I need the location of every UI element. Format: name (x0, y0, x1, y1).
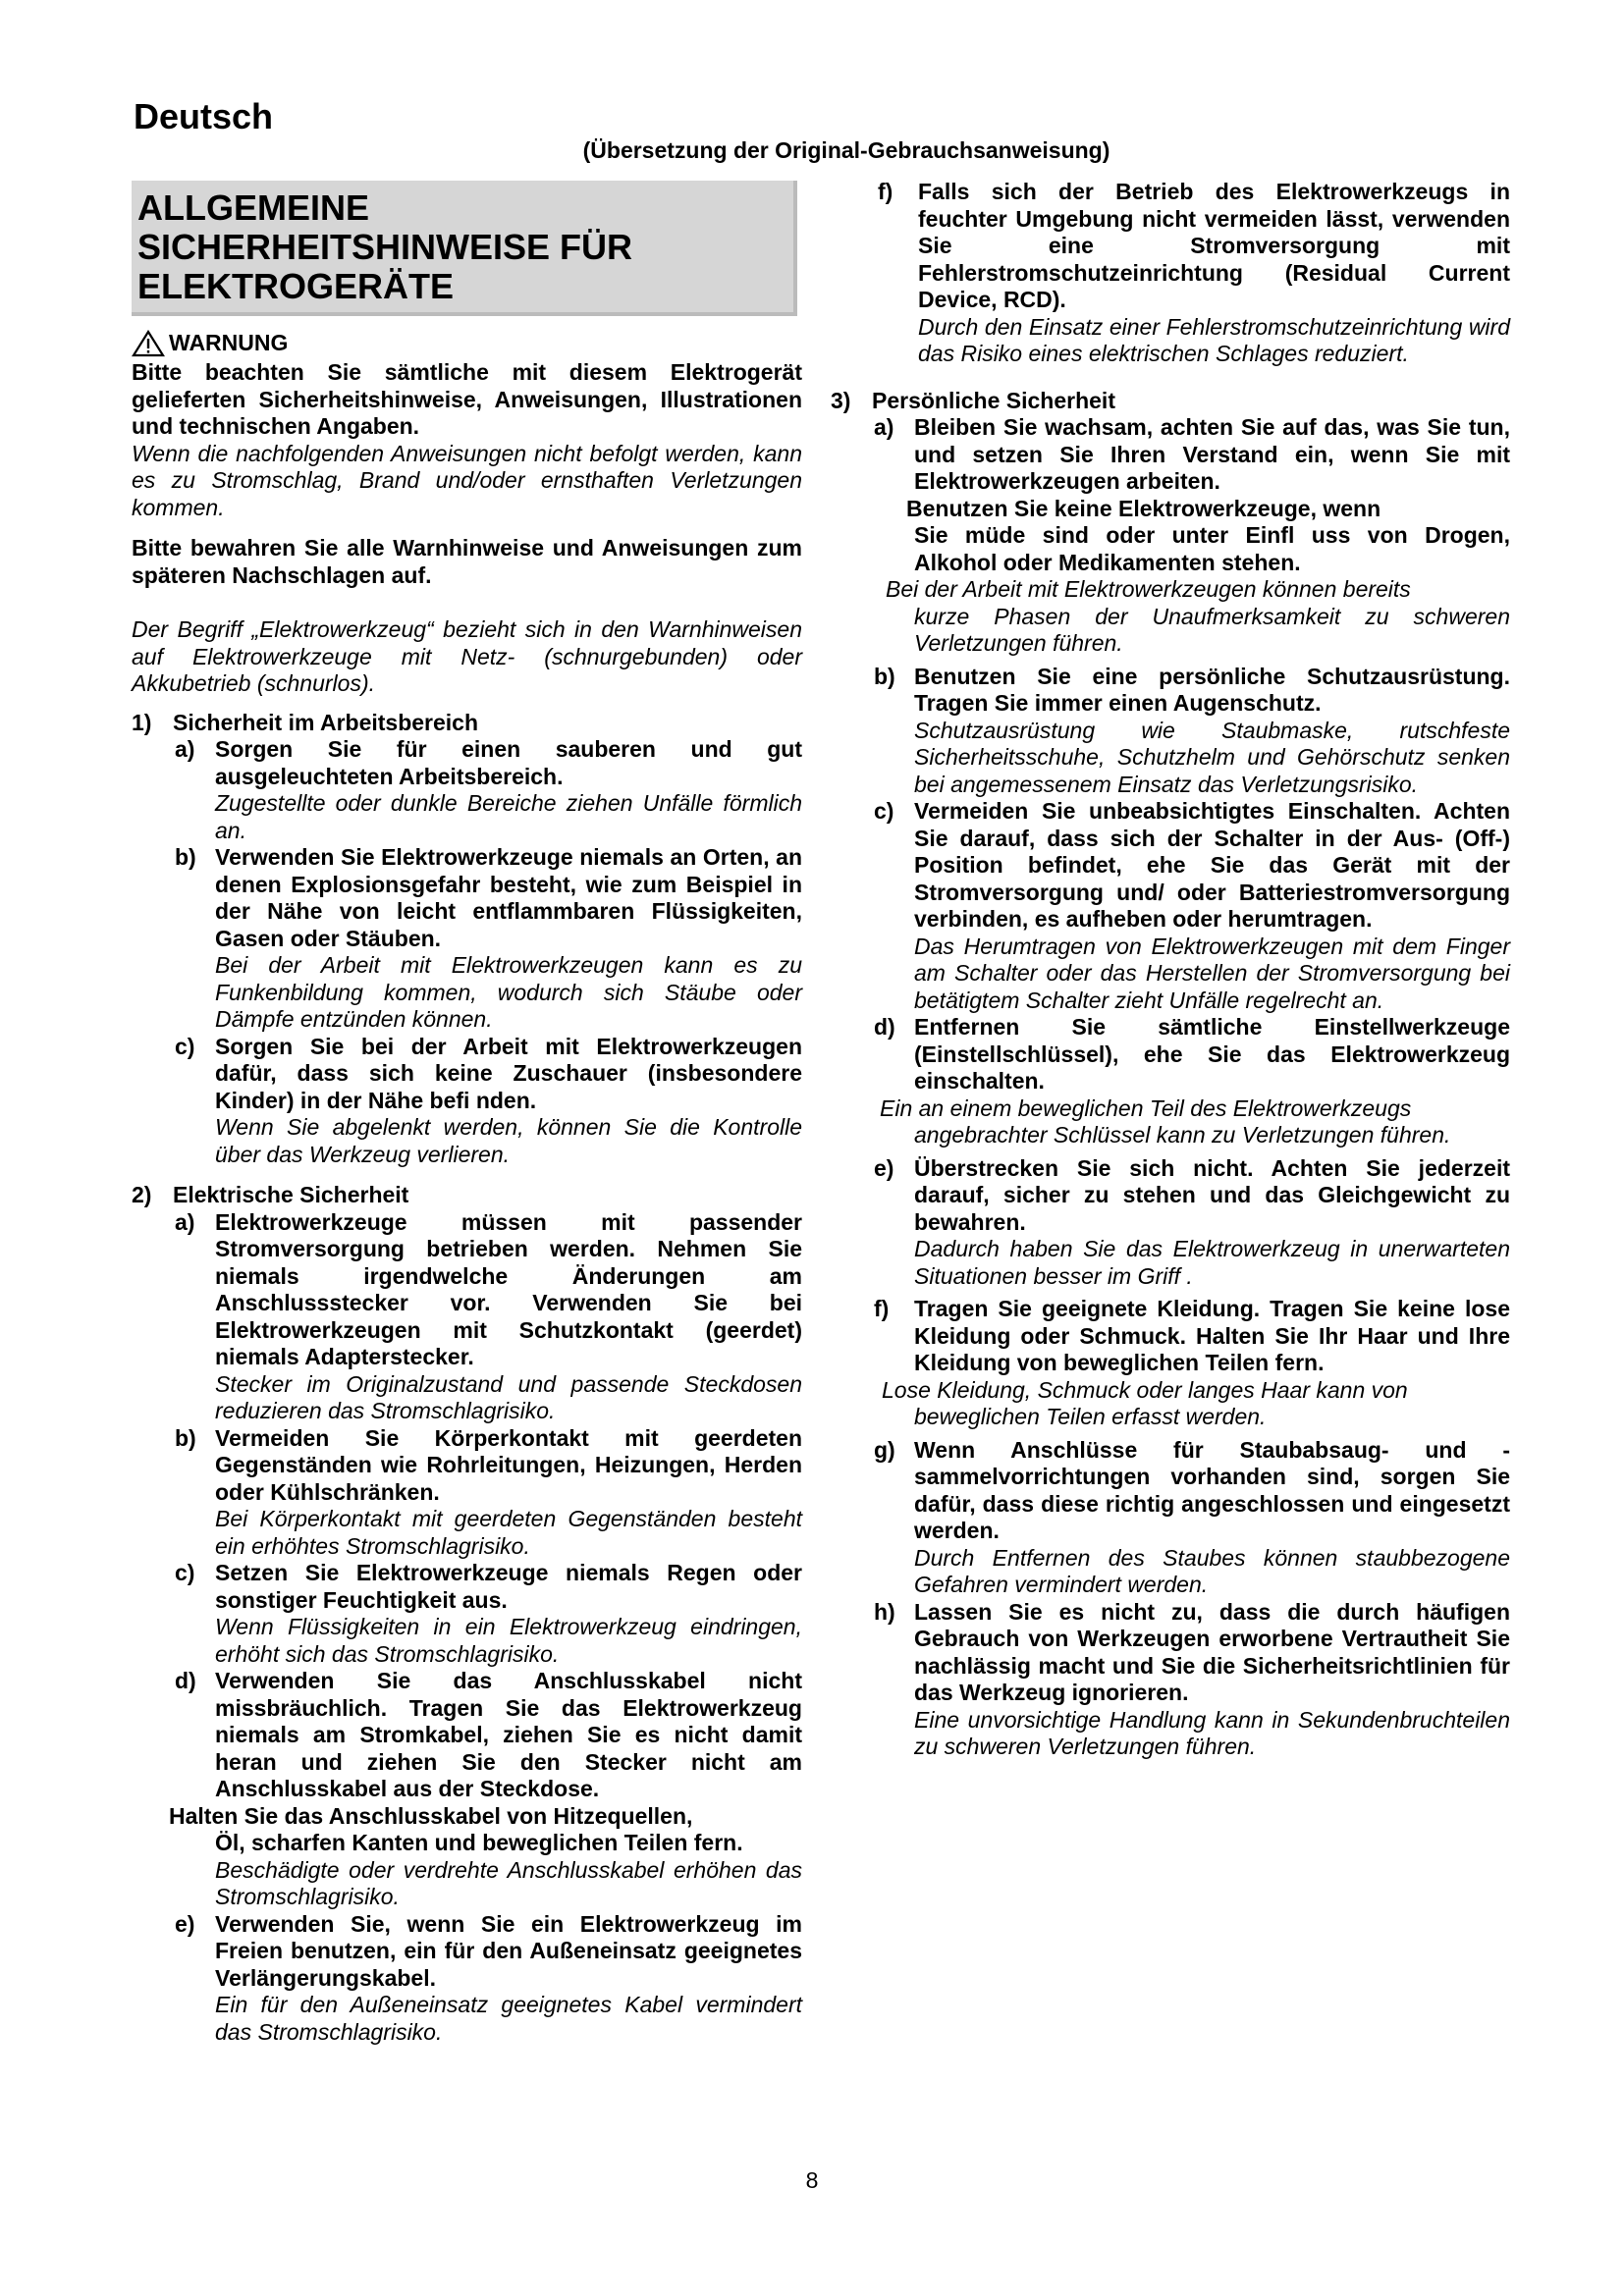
item-italic: Stecker im Originalzustand und passende Steckdosen reduzieren das Stromschlagrisiko. (215, 1370, 802, 1423)
item-bold: Vermeiden Sie Körperkontakt mit geerdeten Gegenständen wie Rohrleitungen, Heizungen, Herden oder Kühlschränken. (215, 1424, 802, 1505)
item-bold: Falls sich der Betrieb des Elektrowerkzeugs in feuchter Umgebung nicht vermeiden lässt, verwenden Sie eine Stromversorgung mit Fehlerstromschutzeinrichtung (Residual Current Device, RCD). (918, 179, 1510, 312)
item-italic: Dadurch haben Sie das Elektrowerkzeug in unerwarteten Situationen besser im Griff . (914, 1236, 1510, 1289)
item-letter: d) (175, 1668, 196, 1693)
list-item (175, 1034, 802, 1169)
item-italic: Beschädigte oder verdrehte Anschlusskabel erhöhen das Stromschlagrisiko. (215, 1856, 802, 1909)
list-item (874, 1437, 1510, 1599)
item-italic: Ein für den Außeneinsatz geeignetes Kabel vermindert das Stromschlagrisiko. (215, 1992, 802, 2045)
section-1-heading (132, 710, 802, 737)
item-letter: a) (175, 1208, 195, 1235)
section-banner: ALLGEMEINE SICHERHEITSHINWEISE FÜR ELEKTROGERÄTE (132, 181, 797, 316)
keep-instructions: Bitte bewahren Sie alle Warnhinweise und Anweisungen zum späteren Nachschlagen auf. (132, 535, 802, 588)
item-italic: Bei der Arbeit mit Elektrowerkzeugen kann es zu Funkenbildung kommen, wodurch sich Stäube oder Dämpfe entzünden können. (215, 952, 802, 1032)
section-2-items (132, 1209, 802, 2047)
item-italic: Wenn Sie abgelenkt werden, können Sie die Kontrolle über das Werkzeug verlieren. (215, 1114, 802, 1167)
warning-bold: Bitte beachten Sie sämtliche mit diesem Elektrogerät gelieferten Sicherheitshinweise, Anweisungen, Illustrationen und technischen Angaben. (132, 359, 802, 439)
item-bold: Überstrecken Sie sich nicht. Achten Sie jederzeit darauf, sicher zu stehen und das Gleichgewicht zu bewahren. (914, 1154, 1510, 1235)
item-italic: Wenn Flüssigkeiten in ein Elektrowerkzeug eindringen, erhöht sich das Stromschlagrisiko. (215, 1614, 802, 1667)
item-italic: Eine unvorsichtige Handlung kann in Sekundenbruchteilen zu schweren Verletzungen führen. (914, 1706, 1510, 1759)
warning-label: WARNUNG (169, 330, 289, 356)
right-column (831, 179, 1510, 1761)
item-bold-continued: Halten Sie das Anschlusskabel von Hitzequellen, (169, 1802, 693, 1829)
list-item (175, 844, 802, 1034)
subtitle (0, 137, 1624, 164)
list-item (175, 736, 802, 844)
list-item (175, 1209, 802, 1425)
item-italic: angebrachter Schlüssel kann zu Verletzungen führen. (914, 1122, 1451, 1148)
item-bold: Sorgen Sie bei der Arbeit mit Elektrowerkzeugen dafür, dass sich keine Zuschauer (insbesondere Kinder) in der Nähe befi nden. (215, 1033, 802, 1113)
list-item (874, 1155, 1510, 1291)
item-italic: Zugestellte oder dunkle Bereiche ziehen Unfälle förmlich an. (215, 790, 802, 843)
item-letter: c) (874, 798, 894, 824)
item-italic: Schutzausrüstung wie Staubmaske, rutschfeste Sicherheitsschuhe, Schutzhelm und Gehörschutz senken bei angemessenem Einsatz das Verletzungsrisiko. (914, 717, 1510, 797)
item-bold: Setzen Sie Elektrowerkzeuge niemals Regen oder sonstiger Feuchtigkeit aus. (215, 1560, 802, 1613)
item-italic: Bei der Arbeit mit Elektrowerkzeugen können bereits (886, 576, 1411, 602)
warning-italic: Wenn die nachfolgenden Anweisungen nicht befolgt werden, kann es zu Stromschlag, Brand und/oder ernsthaften Verletzungen kommen. (132, 440, 802, 520)
section-title: Sicherheit im Arbeitsbereich (173, 709, 479, 735)
language-heading: Deutsch (134, 96, 274, 136)
item-bold: Bleiben Sie wachsam, achten Sie auf das, was Sie tun, und setzen Sie Ihren Verstand ein, wenn Sie mit Elektrowerkzeugen arbeiten. (914, 414, 1510, 494)
item-bold: Entfernen Sie sämtliche Einstellwerkzeuge (Einstellschlüssel), ehe Sie das Elektrowerkzeug einschalten. (914, 1014, 1510, 1094)
item-italic: Das Herumtragen von Elektrowerkzeugen mit dem Finger am Schalter oder das Herstellen der Stromversorgung bei betätigtem Schalter zieht Unfälle regelrecht an. (914, 933, 1510, 1013)
item-italic: Durch Entfernen des Staubes können staubbezogene Gefahren vermindert werden. (914, 1544, 1510, 1597)
item-letter: b) (874, 663, 895, 689)
item-letter: d) (874, 1014, 895, 1040)
item-letter: b) (175, 844, 196, 870)
list-item (874, 1014, 1510, 1095)
item-bold: Wenn Anschlüsse für Staubabsaug- und -sammelvorrichtungen vorhanden sind, sorgen Sie dafür, dass diese richtig angeschlossen und eingesetzt werden. (914, 1436, 1510, 1543)
item-italic: beweglichen Teilen erfasst werden. (914, 1404, 1267, 1429)
item-italic: Durch den Einsatz einer Fehlerstromschutzeinrichtung wird das Risiko eines elektrischen Schlages reduziert. (918, 313, 1510, 366)
item-letter: f) (874, 1296, 890, 1321)
item-letter: c) (175, 1560, 195, 1585)
section-number: 3) (831, 387, 851, 413)
item-bold-continued: Benutzen Sie keine Elektrowerkzeuge, wenn (906, 495, 1381, 521)
item-bold: Verwenden Sie Elektrowerkzeuge niemals an Orten, an denen Explosionsgefahr besteht, wie zum Beispiel in der Nähe von leicht entflammbaren Flüssigkeiten, Gasen oder Stäuben. (215, 844, 802, 951)
item-letter: b) (175, 1424, 196, 1451)
item-f-electrical (831, 179, 1510, 368)
list-item (175, 1911, 802, 2047)
item-bold: Verwenden Sie das Anschlusskabel nicht missbräuchlich. Tragen Sie das Elektrowerkzeug niemals am Stromkabel, ziehen Sie es nicht damit heran und ziehen Sie den Stecker nicht am Anschlusskabel aus der Steckdose. (215, 1668, 802, 1801)
item-letter: f) (878, 179, 893, 204)
item-italic: Ein an einem beweglichen Teil des Elektrowerkzeugs (880, 1095, 1412, 1121)
item-letter: e) (874, 1154, 894, 1181)
list-item (874, 414, 1510, 496)
item-bold: Lassen Sie es nicht zu, dass die durch häufigen Gebrauch von Werkzeugen erworbene Vertrautheit Sie nachlässig macht und Sie die Sicherheitsrichtlinien für das Werkzeug ignorieren. (914, 1598, 1510, 1705)
item-italic: Lose Kleidung, Schmuck oder langes Haar kann von (882, 1376, 1408, 1403)
list-item (874, 1599, 1510, 1761)
list-item (874, 664, 1510, 799)
section-2-heading (132, 1182, 802, 1209)
item-letter: a) (874, 414, 894, 440)
list-item (878, 179, 1510, 368)
warning-heading (132, 330, 802, 357)
definition-text: Der Begriff „Elektrowerkzeug“ bezieht sich in den Warnhinweisen auf Elektrowerkzeuge mit Netz- (schnurgebunden) oder Akkubetrieb (schnurlos). (132, 616, 802, 696)
item-bold-continued: Öl, scharfen Kanten und beweglichen Teilen fern. (215, 1830, 743, 1855)
list-item (175, 1425, 802, 1561)
item-bold-continued: Sie müde sind oder unter Einfl uss von Drogen, Alkohol oder Medikamenten stehen. (914, 522, 1510, 575)
item-letter: e) (175, 1910, 195, 1937)
item-bold: Sorgen Sie für einen sauberen und gut ausgeleuchteten Arbeitsbereich. (215, 736, 802, 789)
section-number: 1) (132, 709, 152, 735)
item-bold: Tragen Sie geeignete Kleidung. Tragen Sie keine lose Kleidung oder Schmuck. Halten Sie Ihr Haar und Ihre Kleidung von beweglichen Teilen fern. (914, 1296, 1510, 1375)
list-item (175, 1668, 802, 1803)
item-bold: Verwenden Sie, wenn Sie ein Elektrowerkzeug im Freien benutzen, ein für den Außeneinsatz geeignetes Verlängerungskabel. (215, 1910, 802, 1991)
item-letter: c) (175, 1033, 195, 1059)
warning-triangle-icon (132, 330, 165, 357)
list-item (175, 1560, 802, 1668)
section-3-heading (831, 388, 1510, 415)
section-number: 2) (132, 1182, 152, 1207)
item-italic: Bei Körperkontakt mit geerdeten Gegenständen besteht ein erhöhtes Stromschlagrisiko. (215, 1506, 802, 1559)
item-bold: Benutzen Sie eine persönliche Schutzausrüstung. Tragen Sie immer einen Augenschutz. (914, 663, 1510, 716)
item-letter: g) (874, 1436, 895, 1463)
left-column (132, 179, 802, 2046)
item-bold: Elektrowerkzeuge müssen mit passender Stromversorgung betrieben werden. Nehmen Sie niemals irgendwelche Änderungen am Anschlussstecker vor. Verwenden Sie bei Elektrowerkzeugen mit Schutzkontakt (geerdet) niemals Adapterstecker. (215, 1208, 802, 1369)
page-number: 8 (805, 2167, 819, 2193)
subtitle-text: (Übersetzung der Original-Gebrauchsanweisung) (582, 137, 1110, 163)
section-3-items (831, 414, 1510, 1761)
list-item (874, 1296, 1510, 1377)
section-title: Elektrische Sicherheit (173, 1182, 409, 1207)
section-title: Persönliche Sicherheit (872, 387, 1115, 413)
section-1-items (132, 736, 802, 1168)
item-bold: Vermeiden Sie unbeabsichtigtes Einschalten. Achten Sie darauf, dass sich der Schalter in der Aus- (Off-) Position befindet, ehe Sie das Gerät mit der Stromversorgung und/ oder Batteriestromversorgung verbinden, es aufheben oder herumtragen. (914, 798, 1510, 932)
list-item (874, 798, 1510, 1014)
item-letter: h) (874, 1598, 895, 1625)
item-italic: kurze Phasen der Unaufmerksamkeit zu schweren Verletzungen führen. (914, 603, 1510, 656)
item-letter: a) (175, 736, 195, 762)
